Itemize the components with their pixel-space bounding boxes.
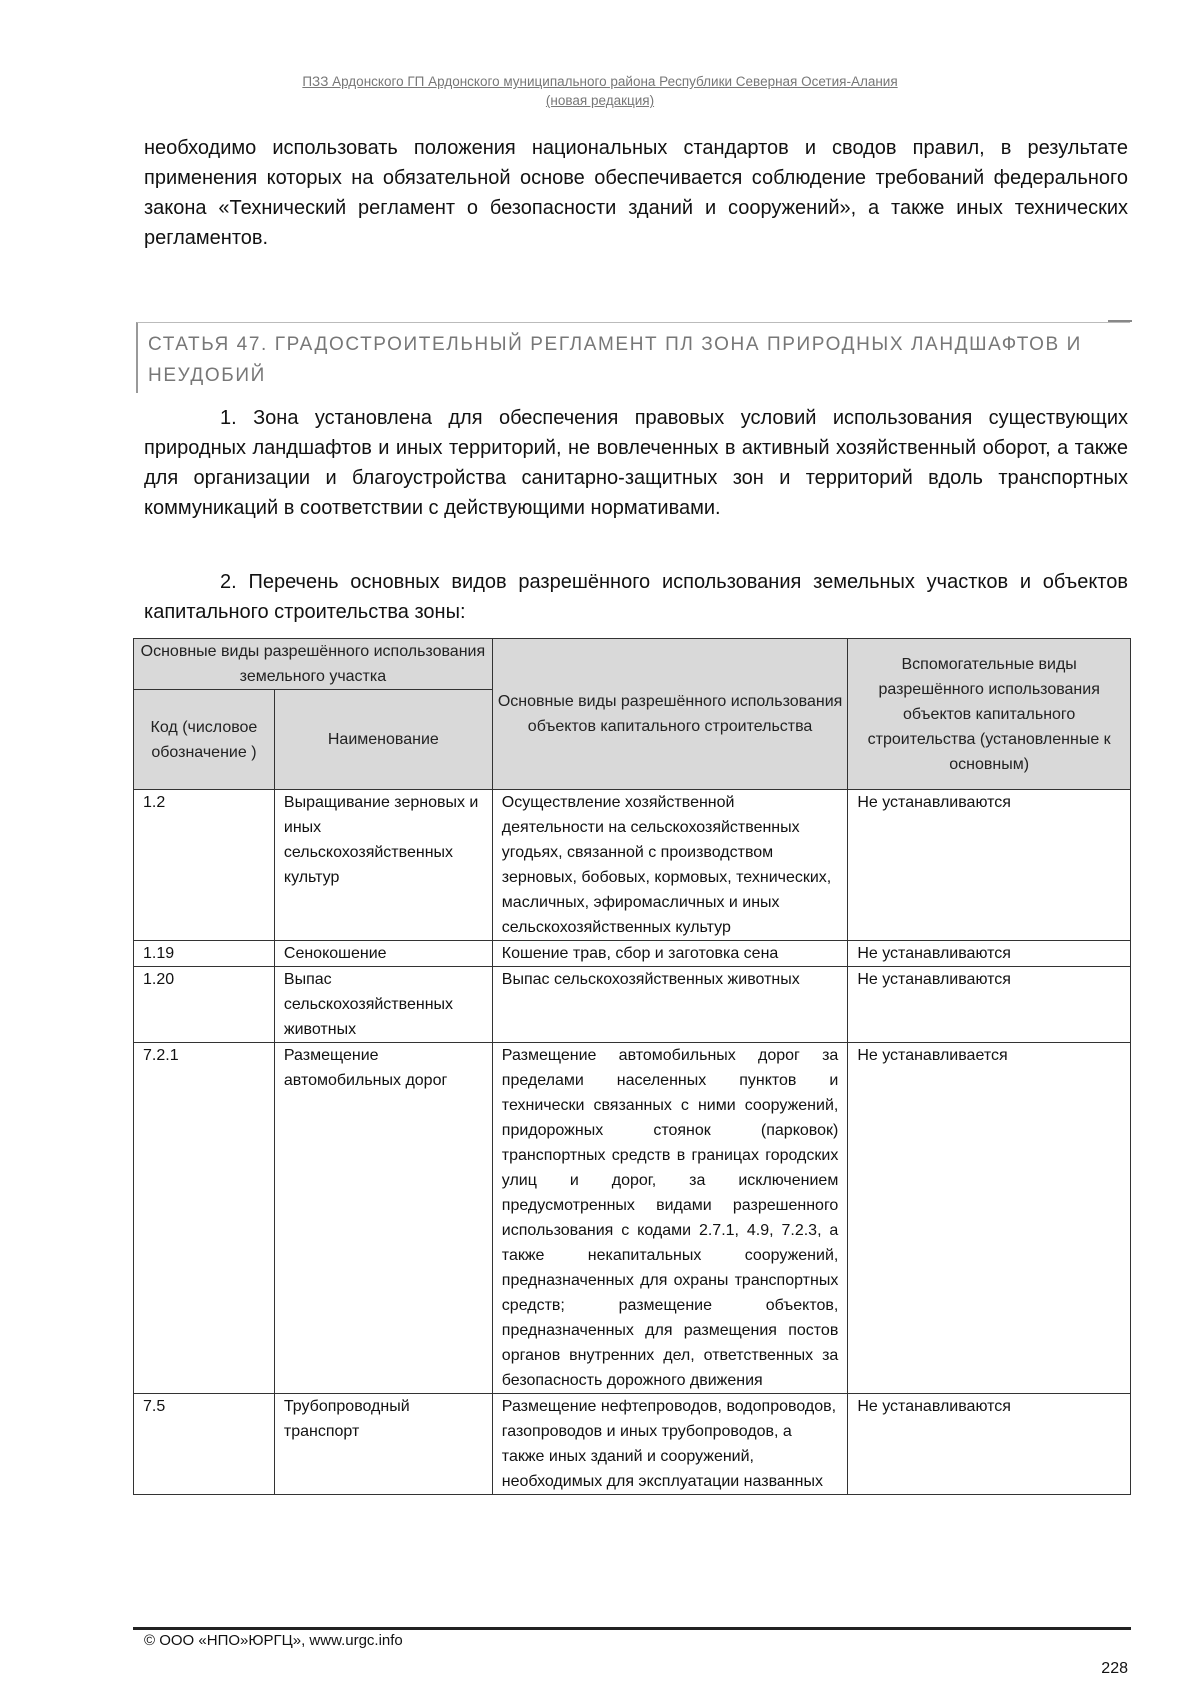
header-auxiliary-uses: Вспомогательные виды разрешённого использования объектов капитального строительства (установленные к основным) [848, 639, 1131, 790]
header-line-1: ПЗЗ Ардонского ГП Ардонского муниципального района Республики Северная Осетия-Алания [302, 74, 898, 89]
article-paragraph-2: 2. Перечень основных видов разрешённого использования земельных участков и объектов капитального строительства зоны: [144, 571, 1128, 623]
row-auxiliary: Не устанавливаются [848, 941, 1131, 967]
intro-paragraph: необходимо использовать положения национальных стандартов и сводов правил, в результате применения которых на обязательной основе обеспечивается соблюдение требований федерального закона «Технический регламент о безопасности зданий и сооружений», а также иных технических регламентов. [144, 137, 1128, 249]
footer-copyright: © ООО «НПО»ЮРГЦ», www.urgc.info [144, 1632, 403, 1649]
row-capital: Размещение нефтепроводов, водопроводов, газопроводов и иных трубопроводов, а также иных зданий и сооружений, необходимых для эксплуатации названных [492, 1394, 848, 1495]
row-code: 7.2.1 [134, 1043, 275, 1394]
article-heading-box [136, 322, 1130, 393]
row-auxiliary: Не устанавливаются [848, 1394, 1131, 1495]
row-code: 7.5 [134, 1394, 275, 1495]
row-auxiliary: Не устанавливаются [848, 790, 1131, 941]
row-auxiliary: Не устанавливаются [848, 967, 1131, 1043]
article-title: СТАТЬЯ 47. ГРАДОСТРОИТЕЛЬНЫЙ РЕГЛАМЕНТ ПЛ ЗОНА ПРИРОДНЫХ ЛАНДШАФТОВ И НЕУДОБИЙ [148, 334, 1082, 386]
table-row [134, 967, 1131, 1043]
row-capital: Осуществление хозяйственной деятельности на сельскохозяйственных угодьях, связанной с производством зерновых, бобовых, кормовых, технических, масличных, эфиромасличных и иных сельскохозяйственных культур [492, 790, 848, 941]
page-header [0, 72, 1200, 110]
header-capital-uses: Основные виды разрешённого использования объектов капитального строительства [492, 639, 848, 790]
table-row [134, 1394, 1131, 1495]
table-row [134, 941, 1131, 967]
table-row [134, 790, 1131, 941]
row-code: 1.20 [134, 967, 275, 1043]
header-line-2: (новая редакция) [545, 93, 655, 108]
heading-rule-mark [1108, 320, 1132, 322]
row-capital: Размещение автомобильных дорог за пределами населенных пунктов и технически связанных с ними сооружений, придорожных стоянок (парковок) транспортных средств в границах городских улиц и дорог, за исключением предусмотренных видами разрешенного использования с кодами 2.7.1, 4.9, 7.2.3, а также некапитальных сооружений, предназначенных для охраны транспортных средств; размещение объектов, предназначенных для размещения постов органов внутренних дел, ответственных за безопасность дорожного движения [492, 1043, 848, 1394]
permitted-uses-table [133, 638, 1131, 1495]
row-capital: Выпас сельскохозяйственных животных [492, 967, 848, 1043]
row-code: 1.19 [134, 941, 275, 967]
row-name: Трубопроводный транспорт [274, 1394, 492, 1495]
article-paragraph-1: 1. Зона установлена для обеспечения правовых условий использования существующих природных ландшафтов и иных территорий, не вовлеченных в активный хозяйственный оборот, а также для организации и благоустройства санитарно-защитных зон и территорий вдоль транспортных коммуникаций в соответствии с действующими нормативами. [144, 407, 1128, 519]
row-name: Выращивание зерновых и иных сельскохозяйственных культур [274, 790, 492, 941]
header-land-use-group: Основные виды разрешённого использования земельного участка [134, 639, 493, 690]
row-capital: Кошение трав, сбор и заготовка сена [492, 941, 848, 967]
row-auxiliary: Не устанавливается [848, 1043, 1131, 1394]
row-code: 1.2 [134, 790, 275, 941]
header-name: Наименование [274, 690, 492, 790]
row-name: Сенокошение [274, 941, 492, 967]
row-name: Размещение автомобильных дорог [274, 1043, 492, 1394]
table-row [134, 1043, 1131, 1394]
row-name: Выпас сельскохозяйственных животных [274, 967, 492, 1043]
page-number: 228 [1101, 1660, 1128, 1677]
header-code: Код (числовое обозначение ) [134, 690, 275, 790]
footer-divider [133, 1627, 1131, 1630]
